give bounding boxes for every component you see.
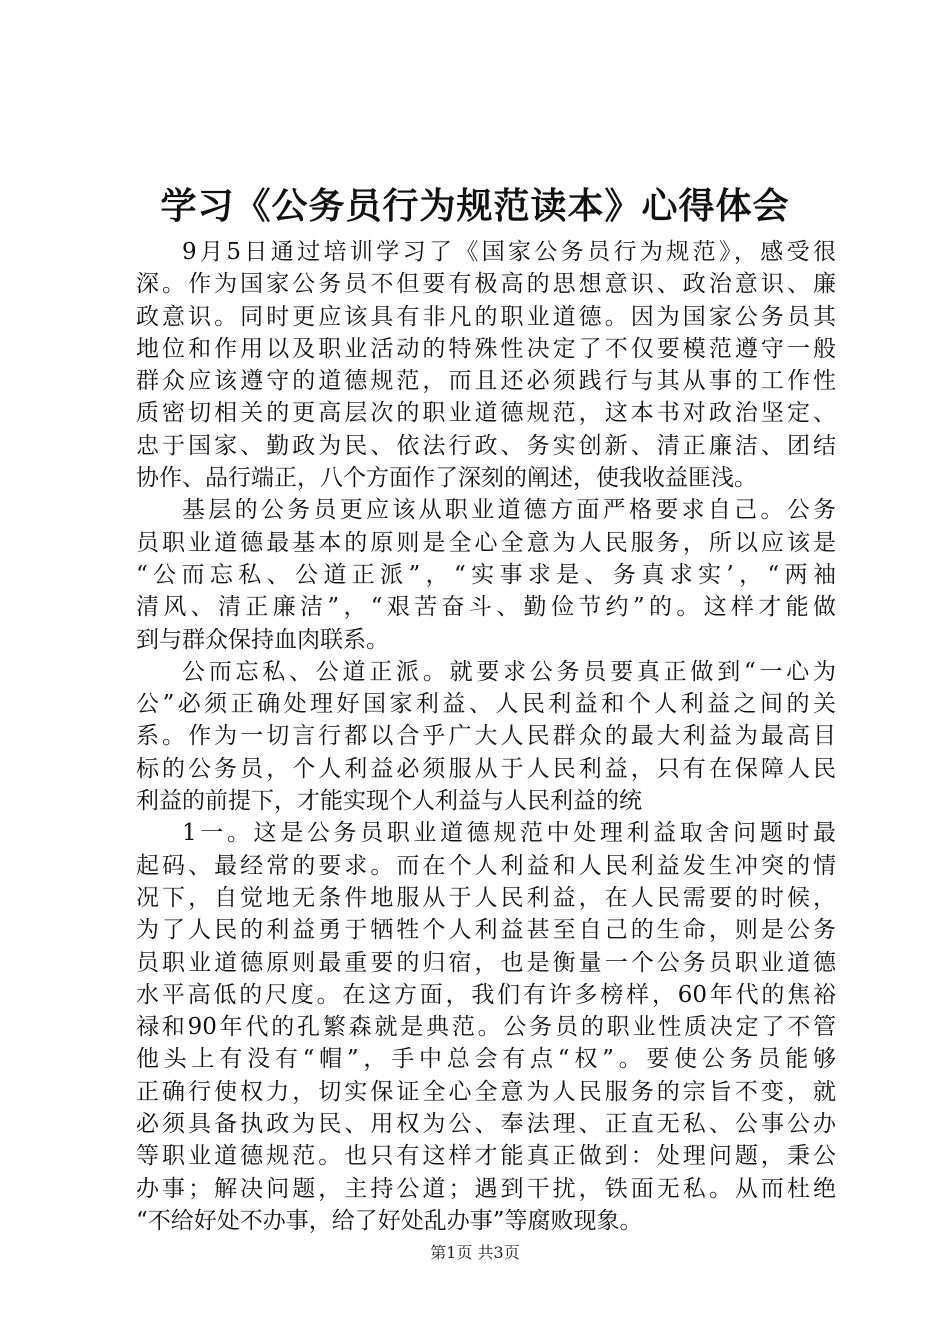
page-number: 第1页 共3页 bbox=[430, 1243, 520, 1262]
text-line: “公而忘私、公道正派”，“实事求是、务真求实’，“两袖 bbox=[136, 561, 836, 588]
text-line: 群众应该遵守的道德规范，而且还必须践行与其从事的工作性 bbox=[136, 368, 836, 395]
text-line: 水平高低的尺度。在这方面，我们有许多榜样，60年代的焦裕 bbox=[136, 981, 836, 1008]
text-line: 为了人民的利益勇于牺牲个人利益甚至自己的生命，则是公务 bbox=[136, 917, 836, 944]
text-line: 办事；解决问题，主持公道；遇到干扰，铁面无私。从而杜绝 bbox=[136, 1175, 836, 1202]
text-line: 禄和90年代的孔繁森就是典范。公务员的职业性质决定了不管 bbox=[136, 1014, 836, 1041]
text-line: 利益的前提下，才能实现个人利益与人民利益的统 bbox=[136, 788, 642, 815]
text-line: 到与群众保持血肉联系。 bbox=[136, 626, 389, 653]
document-title: 学习《公务员行为规范读本》心得体会 bbox=[160, 186, 790, 227]
text-line: 忠于国家、勤政为民、依法行政、务实创新、清正廉洁、团结 bbox=[136, 432, 836, 459]
text-line: 清风、清正廉洁”，“艰苦奋斗、勤俭节约”的。这样才能做 bbox=[136, 594, 836, 621]
text-line: 公”必须正确处理好国家利益、人民利益和个人利益之间的关 bbox=[136, 691, 836, 718]
text-line: 标的公务员，个人利益必须服从于人民利益，只有在保障人民 bbox=[136, 755, 836, 782]
text-line: 员职业道德最基本的原则是全心全意为人民服务，所以应该是 bbox=[136, 529, 836, 556]
text-line: 他头上有没有“帽”，手中总会有点“权”。要使公务员能够 bbox=[136, 1046, 836, 1073]
text-line: 政意识。同时更应该具有非凡的职业道德。因为国家公务员其 bbox=[136, 303, 836, 330]
text-line: 等职业道德规范。也只有这样才能真正做到：处理问题，秉公 bbox=[136, 1143, 836, 1170]
document-body bbox=[136, 236, 836, 1237]
text-line: 系。作为一切言行都以合乎广大人民群众的最大利益为最高目 bbox=[136, 723, 836, 750]
text-line: 地位和作用以及职业活动的特殊性决定了不仅要模范遵守一般 bbox=[136, 335, 836, 362]
text-line: 质密切相关的更高层次的职业道德规范，这本书对政治坚定、 bbox=[136, 400, 836, 427]
text-line: 9月5日通过培训学习了《国家公务员行为规范》，感受很 bbox=[182, 239, 836, 265]
text-line: 况下，自觉地无条件地服从于人民利益，在人民需要的时候， bbox=[136, 884, 836, 911]
text-line: “不给好处不办事，给了好处乱办事”等腐败现象。 bbox=[136, 1207, 643, 1234]
text-line: 协作、品行端正，八个方面作了深刻的阐述，使我收益匪浅。 bbox=[136, 465, 757, 492]
text-line: 员职业道德原则最重要的归宿，也是衡量一个公务员职业道德 bbox=[136, 949, 836, 976]
text-line: 正确行使权力，切实保证全心全意为人民服务的宗旨不变，就 bbox=[136, 1078, 836, 1105]
text-line: 必须具备执政为民、用权为公、奉法理、正直无私、公事公办 bbox=[136, 1111, 836, 1138]
text-line: 起码、最经常的要求。而在个人利益和人民利益发生冲突的情 bbox=[136, 852, 836, 879]
text-line: 深。作为国家公务员不但要有极高的思想意识、政治意识、廉 bbox=[136, 271, 836, 298]
text-line: 公而忘私、公道正派。就要求公务员要真正做到“一心为 bbox=[182, 658, 836, 685]
text-line: 基层的公务员更应该从职业道德方面严格要求自己。公务 bbox=[182, 497, 836, 524]
text-line: 1一。这是公务员职业道德规范中处理利益取舍问题时最 bbox=[182, 820, 836, 847]
